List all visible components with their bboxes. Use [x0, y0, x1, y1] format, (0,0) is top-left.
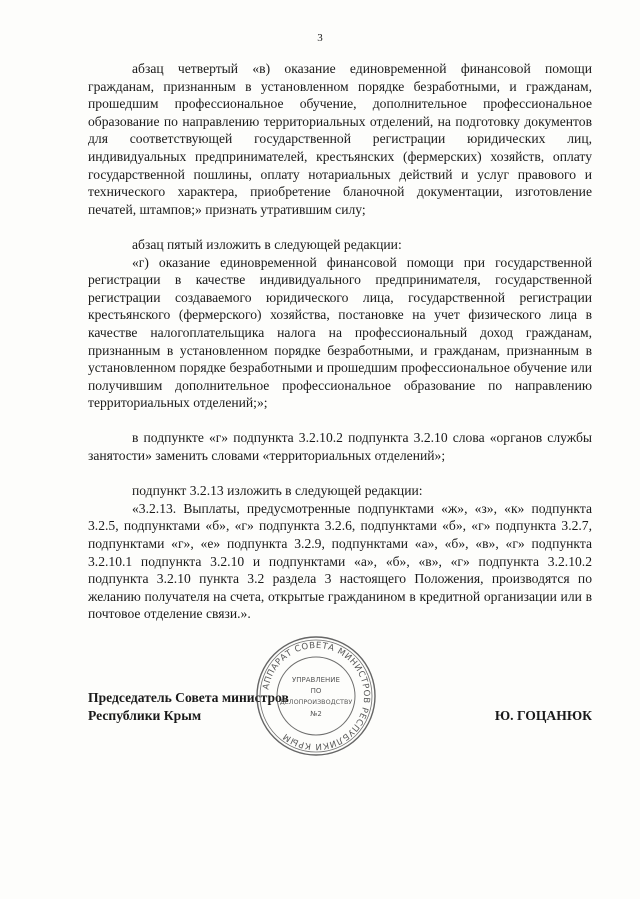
seal-center-line-3: ДЕЛОПРОИЗВОДСТВУ [279, 698, 353, 706]
document-body [88, 60, 592, 623]
official-seal [254, 634, 378, 758]
signatory-title-line-2: Республики Крым [88, 707, 202, 723]
paragraph-clause-v-repeal: абзац четвертый «в) оказание единовременной финансовой помощи гражданам, признанным в установленном порядке безработными, и гражданам, прошедшим профессиональное обучение, дополнительное профессиональное образование по направлению территориальных отделений, на подготовку документов для соответствующей государственной регистрации юридических лиц, индивидуальных предпринимателей, крестьянских (фермерских) хозяйств, оплату государственной пошлины, оплату нотариальных действий и услуг правового и технического характера, приобретение бланочной документации, изготовление печатей, штампов;» признать утратившим силу; [88, 61, 592, 217]
paragraph-clause-g-text: «г) оказание единовременной финансовой помощи при государственной регистрации в качестве индивидуального предпринимателя, государственной регистрации создаваемого юридического лица, государственной регистрации крестьянского (фермерского) хозяйства, постановке на учет физического лица в качестве налогоплательщика налога на профессиональный доход гражданам, признанным в установленном порядке безработными, и гражданам, признанным в установленном порядке безработными и прошедшим профессиональное обучение или получившим дополнительное профессиональное образование по направлению территориальных отделений;»; [88, 254, 592, 411]
page-number: 3 [317, 32, 323, 44]
paragraph-subclause-3-2-13-text: «3.2.13. Выплаты, предусмотренные подпунктами «ж», «з», «к» подпункта 3.2.5, подпунктами «б», «г» подпункта 3.2.6, подпунктами «б», «г» подпункта 3.2.7, подпунктами «г», «е» подпункта 3.2.9, подпунктами «а», «б», «в», «г» подпункта 3.2.10.1 подпункта 3.2.10 и подпунктами «а», «б», «в», «г» подпункта 3.2.10.2 подпункта 3.2.10 пункта 3.2 раздела 3 настоящего Положения, производятся по желанию получателя на счета, открытые гражданином в кредитной организации или в почтовое отделение связи.». [88, 500, 592, 622]
seal-ring-text: АППАРАТ СОВЕТА МИНИСТРОВ РЕСПУБЛИКИ КРЫМ [261, 640, 372, 752]
paragraph-subclause-3-2-13-intro: подпункт 3.2.13 изложить в следующей редакции: [132, 483, 423, 499]
seal-graphic [254, 634, 378, 758]
paragraph-subclause-3-2-10-2: в подпункте «г» подпункта 3.2.10.2 подпункта 3.2.10 слова «органов службы занятости» заменить словами «территориальных отделений»; [88, 430, 592, 464]
seal-center-line-2: ПО [310, 687, 322, 695]
signatory-title-line-1: Председатель Совета министров [88, 690, 289, 705]
seal-center-line-4: №2 [310, 710, 322, 718]
signatory-name: Ю. ГОЦАНЮК [494, 707, 592, 723]
paragraph-clause-five-intro: абзац пятый изложить в следующей редакции: [132, 236, 402, 252]
seal-center-line-1: УПРАВЛЕНИЕ [292, 676, 340, 684]
